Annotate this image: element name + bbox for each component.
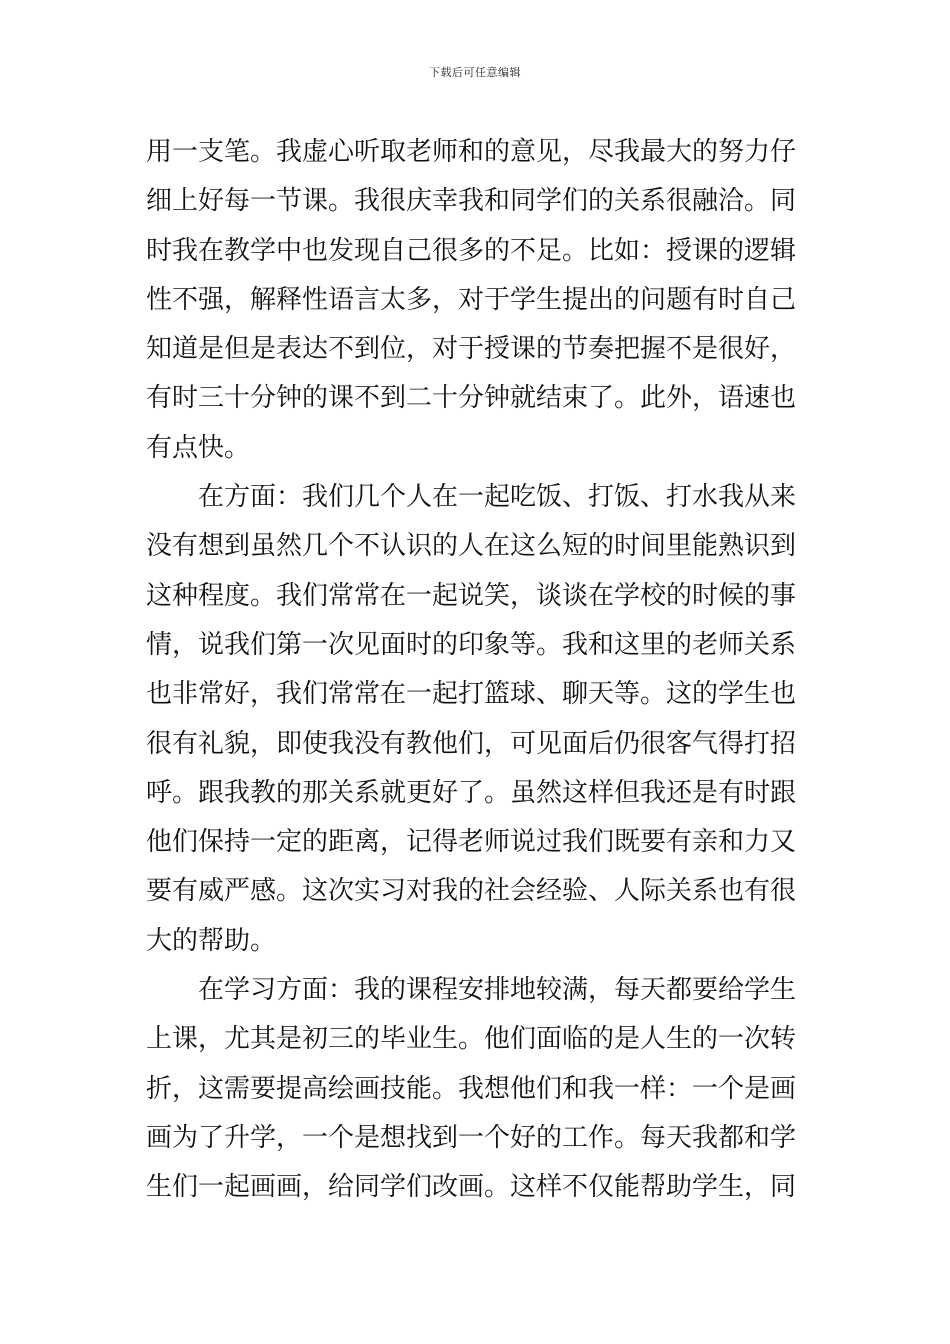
text-line: 用一支笔。我虚心听取老师和的意见，尽我最大的努力仔 xyxy=(146,137,797,167)
text-line: 很有礼貌，即使我没有教他们，可见面后仍很客气得打招 xyxy=(146,728,797,759)
text-line: 性不强，解释性语言太多，对于学生提出的问题有时自己 xyxy=(146,284,797,315)
paragraph-1 xyxy=(146,128,806,473)
page-header: 下载后可任意编辑 xyxy=(429,66,521,79)
text-line: 有点快。 xyxy=(146,432,251,463)
text-line: 情，说我们第一次见面时的印象等。我和这里的老师关系 xyxy=(146,629,797,660)
text-line: 没有想到虽然几个不认识的人在这么短的时间里能熟识到 xyxy=(146,531,797,562)
document-body xyxy=(146,128,806,1213)
paragraph-3 xyxy=(146,966,806,1212)
text-line: 这种程度。我们常常在一起说笑，谈谈在学校的时候的事 xyxy=(146,580,797,611)
text-line: 要有威严感。这次实习对我的社会经验、人际关系也有很 xyxy=(146,876,797,907)
text-line: 细上好每一节课。我很庆幸我和同学们的关系很融洽。同 xyxy=(146,186,797,217)
text-line: 生们一起画画，给同学们改画。这样不仅能帮助学生，同 xyxy=(146,1172,797,1203)
paragraph-2 xyxy=(146,473,806,966)
text-line: 有时三十分钟的课不到二十分钟就结束了。此外，语速也 xyxy=(146,383,797,414)
text-line: 知道是但是表达不到位，对于授课的节奏把握不是很好， xyxy=(146,334,797,365)
text-line: 在方面：我们几个人在一起吃饭、打饭、打水我从来 xyxy=(198,482,797,513)
text-line: 也非常好，我们常常在一起打篮球、聊天等。这的学生也 xyxy=(146,679,797,710)
text-line: 折，这需要提高绘画技能。我想他们和我一样：一个是画 xyxy=(146,1073,797,1104)
text-line: 上课，尤其是初三的毕业生。他们面临的是人生的一次转 xyxy=(146,1024,797,1055)
text-line: 画为了升学，一个是想找到一个好的工作。每天我都和学 xyxy=(146,1122,797,1153)
text-line: 在学习方面：我的课程安排地较满，每天都要给学生 xyxy=(198,975,797,1006)
text-line: 大的帮助。 xyxy=(146,925,277,956)
text-line: 他们保持一定的距离，记得老师说过我们既要有亲和力又 xyxy=(146,827,797,858)
text-line: 时我在教学中也发现自己很多的不足。比如：授课的逻辑 xyxy=(146,235,797,266)
text-line: 呼。跟我教的那关系就更好了。虽然这样但我还是有时跟 xyxy=(146,777,797,808)
